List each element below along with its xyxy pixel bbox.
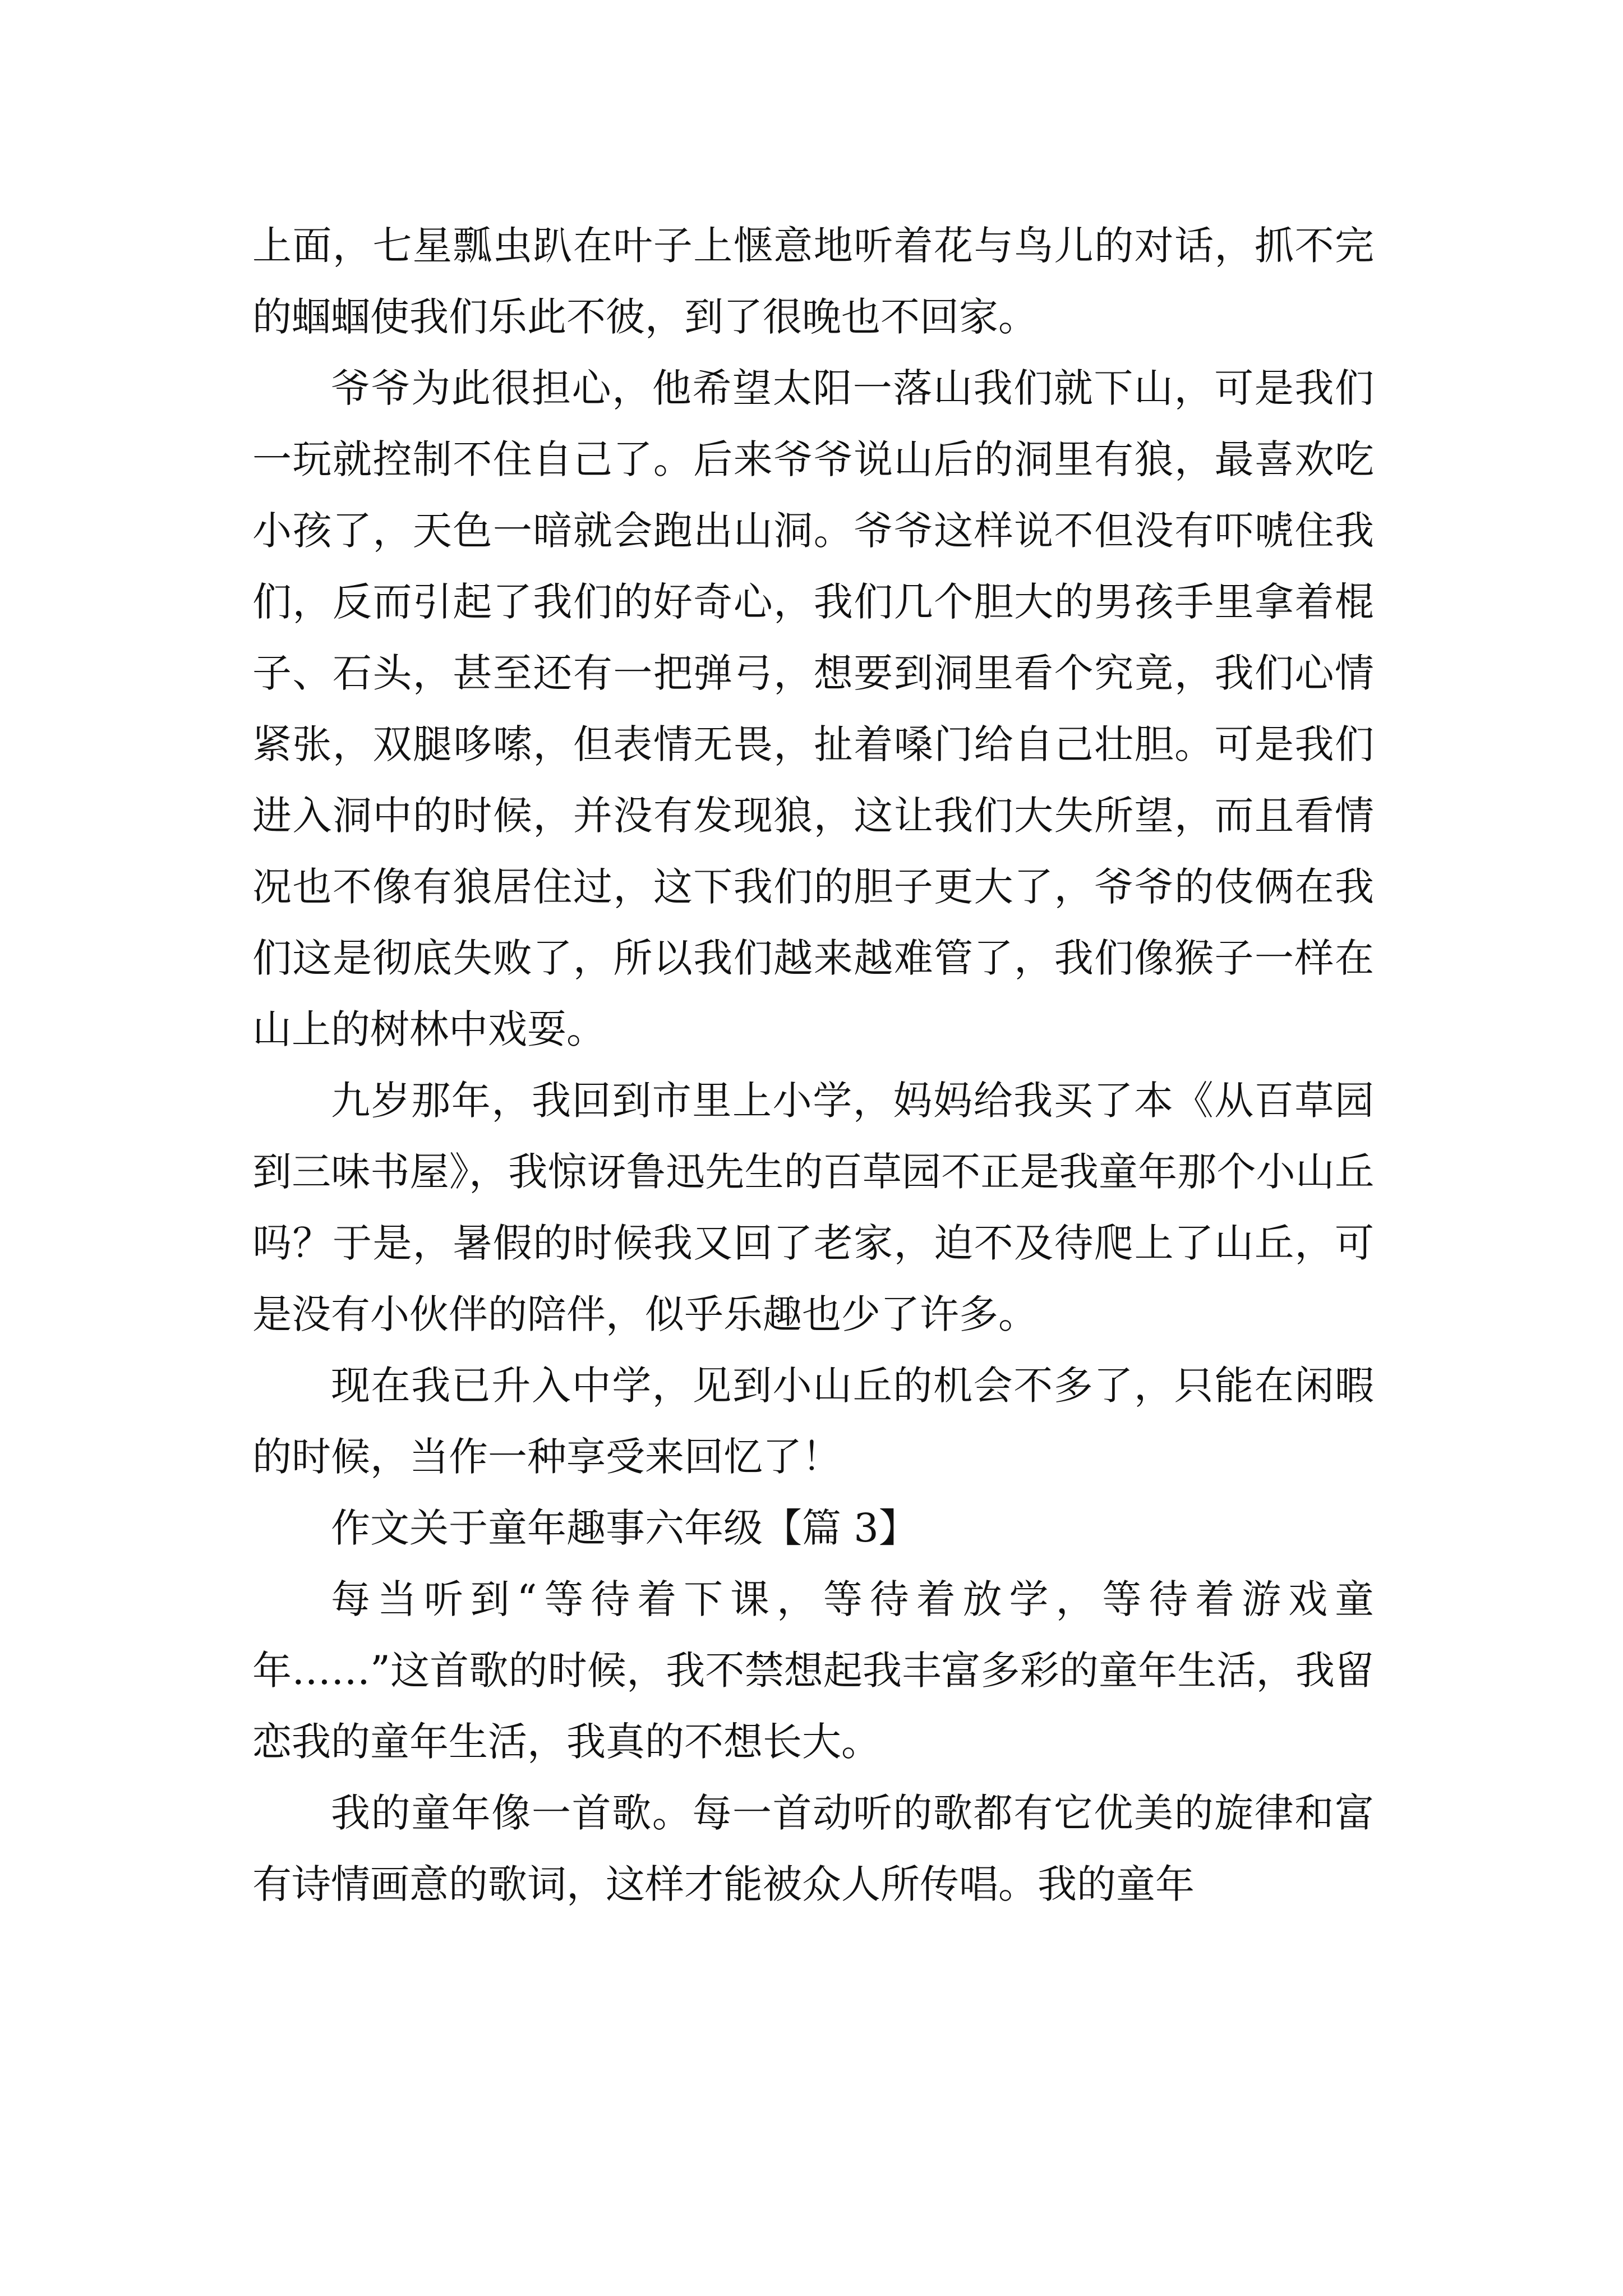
paragraph-nine-years-old: 九岁那年，我回到市里上小学，妈妈给我买了本《从百草园到三味书屋》，我惊讶鲁迅先生的百草园不正是我童年那个小山丘吗？于是，暑假的时候我又回了老家，迫不及待爬上了山丘，可是没有小伙伴的陪伴，似乎乐趣也少了许多。 (252, 1078, 1374, 1337)
paragraph-middle-school: 现在我已升入中学，见到小山丘的机会不多了，只能在闲暇的时候，当作一种享受来回忆了！ (252, 1363, 1374, 1480)
paragraph-childhood-song: 我的童年像一首歌。每一首动听的歌都有它优美的旋律和富有诗情画意的歌词，这样才能被众人所传唱。我的童年 (252, 1790, 1374, 1907)
document-body (252, 210, 1374, 1920)
paragraph-song-memory: 每当听到“等待着下课，等待着放学，等待着游戏童年……”这首歌的时候，我不禁想起我丰富多彩的童年生活，我留恋我的童年生活，我真的不想长大。 (252, 1576, 1374, 1765)
section-heading: 作文关于童年趣事六年级【篇 3】 (331, 1505, 918, 1551)
paragraph-continuation: 上面，七星瓢虫趴在叶子上惬意地听着花与鸟儿的对话，抓不完的蝈蝈使我们乐此不彼，到了很晚也不回家。 (252, 223, 1374, 340)
paragraph-grandpa-wolf-story: 爷爷为此很担心，他希望太阳一落山我们就下山，可是我们一玩就控制不住自己了。后来爷爷说山后的洞里有狼，最喜欢吃小孩了，天色一暗就会跑出山洞。爷爷这样说不但没有吓唬住我们，反而引起了我们的好奇心，我们几个胆大的男孩手里拿着棍子、石头，甚至还有一把弹弓，想要到洞里看个究竟，我们心情紧张，双腿哆嗦，但表情无畏，扯着嗓门给自己壮胆。可是我们进入洞中的时候，并没有发现狼，这让我们大失所望，而且看情况也不像有狼居住过，这下我们的胆子更大了，爷爷的伎俩在我们这是彻底失败了，所以我们越来越难管了，我们像猴子一样在山上的树林中戏耍。 (252, 365, 1374, 1052)
